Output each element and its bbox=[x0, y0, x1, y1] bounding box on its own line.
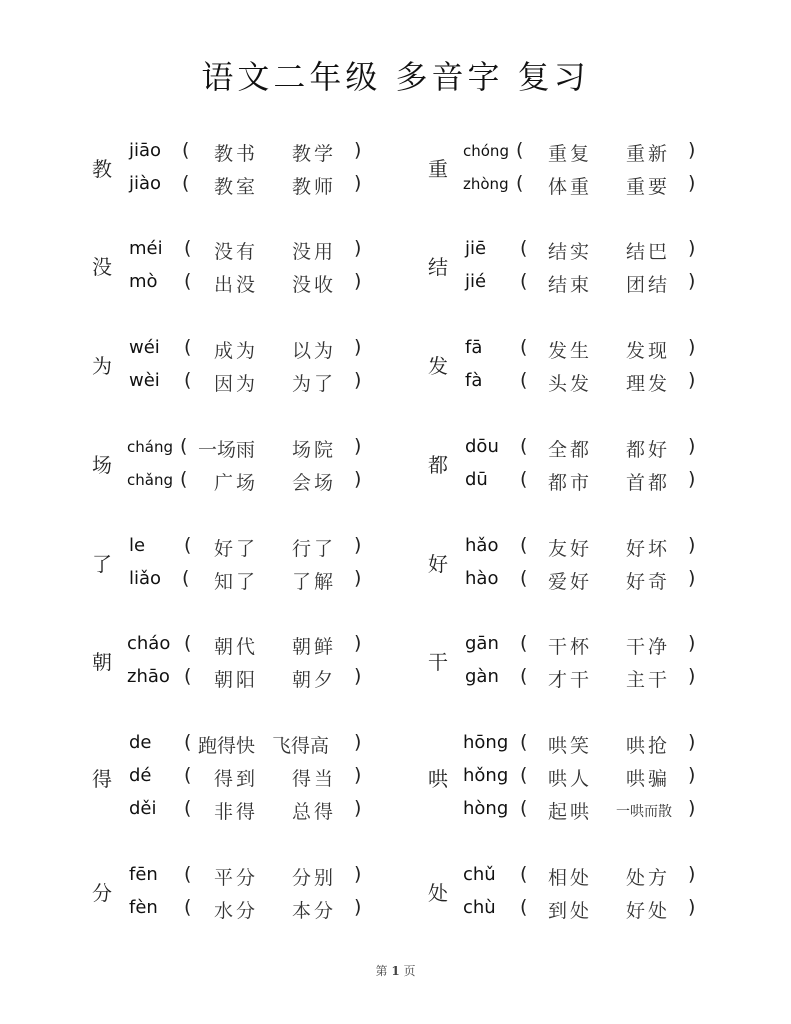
entry-char: 场 bbox=[92, 453, 112, 477]
example-word: 哄笑 bbox=[548, 735, 593, 757]
close-paren: ) bbox=[688, 863, 696, 885]
example-word: 团结 bbox=[626, 274, 671, 296]
entry-char: 教 bbox=[92, 157, 112, 181]
pinyin: děi bbox=[129, 798, 157, 819]
open-paren: ( bbox=[184, 896, 192, 918]
open-paren: ( bbox=[520, 468, 528, 490]
example-word: 重复 bbox=[548, 143, 593, 165]
entry-jiao bbox=[92, 136, 382, 202]
pinyin: hào bbox=[465, 568, 499, 589]
example-word: 理发 bbox=[626, 373, 671, 395]
example-word: 水分 bbox=[214, 900, 259, 922]
pinyin: hòng bbox=[463, 798, 509, 819]
pinyin: de bbox=[129, 732, 152, 753]
entry-char: 没 bbox=[92, 255, 112, 279]
close-paren: ) bbox=[688, 468, 696, 490]
close-paren: ) bbox=[688, 172, 696, 194]
example-word: 场院 bbox=[292, 439, 337, 461]
close-paren: ) bbox=[688, 665, 696, 687]
pinyin: jiào bbox=[129, 173, 162, 194]
open-paren: ( bbox=[184, 534, 192, 556]
entry-jie bbox=[428, 234, 718, 300]
pinyin: cháo bbox=[127, 633, 171, 654]
open-paren: ( bbox=[516, 172, 524, 194]
close-paren: ) bbox=[688, 435, 696, 457]
example-word: 得当 bbox=[292, 768, 337, 790]
open-paren: ( bbox=[520, 270, 528, 292]
example-word: 好奇 bbox=[626, 571, 671, 593]
example-word: 会场 bbox=[292, 472, 337, 494]
pinyin: gàn bbox=[465, 666, 499, 687]
open-paren: ( bbox=[520, 336, 528, 358]
page-title: 语文二年级 多音字 复习 bbox=[201, 58, 590, 96]
entry-char: 好 bbox=[428, 552, 448, 576]
open-paren: ( bbox=[184, 863, 192, 885]
example-word: 起哄 bbox=[548, 801, 593, 823]
open-paren: ( bbox=[520, 731, 528, 753]
close-paren: ) bbox=[354, 435, 362, 457]
example-word: 飞得高 bbox=[272, 735, 330, 757]
pinyin: liǎo bbox=[129, 568, 162, 589]
pinyin: le bbox=[129, 535, 146, 556]
entry-char: 处 bbox=[428, 881, 448, 905]
entry-char: 得 bbox=[92, 767, 112, 791]
entry-char: 为 bbox=[92, 354, 112, 378]
example-word: 教师 bbox=[292, 176, 337, 198]
close-paren: ) bbox=[354, 237, 362, 259]
open-paren: ( bbox=[520, 863, 528, 885]
example-word: 干杯 bbox=[548, 636, 593, 658]
example-word: 相处 bbox=[548, 867, 593, 889]
example-word: 都市 bbox=[548, 472, 593, 494]
open-paren: ( bbox=[182, 567, 190, 589]
pinyin: fā bbox=[465, 337, 483, 358]
pinyin: chǔ bbox=[463, 864, 496, 885]
pinyin: fēn bbox=[129, 864, 158, 885]
open-paren: ( bbox=[184, 336, 192, 358]
pinyin: zhòng bbox=[463, 175, 509, 193]
example-word: 好处 bbox=[626, 900, 671, 922]
example-word: 一哄而散 bbox=[616, 804, 672, 820]
entry-char: 结 bbox=[428, 255, 448, 279]
close-paren: ) bbox=[688, 567, 696, 589]
entry-char: 都 bbox=[428, 453, 448, 477]
example-word: 体重 bbox=[548, 176, 593, 198]
close-paren: ) bbox=[354, 567, 362, 589]
page-prefix: 第 bbox=[375, 964, 388, 978]
close-paren: ) bbox=[354, 731, 362, 753]
open-paren: ( bbox=[184, 764, 192, 786]
close-paren: ) bbox=[354, 534, 362, 556]
example-word: 友好 bbox=[548, 538, 593, 560]
example-word: 没用 bbox=[292, 241, 337, 263]
close-paren: ) bbox=[354, 139, 362, 161]
example-word: 教书 bbox=[214, 143, 259, 165]
entry-char: 了 bbox=[92, 552, 112, 576]
pinyin: gān bbox=[465, 633, 499, 654]
open-paren: ( bbox=[184, 270, 192, 292]
pinyin: wèi bbox=[129, 370, 160, 391]
example-word: 全都 bbox=[548, 439, 593, 461]
example-word: 结实 bbox=[548, 241, 593, 263]
example-word: 朝代 bbox=[214, 636, 259, 658]
example-word: 好了 bbox=[214, 538, 259, 560]
entry-wei bbox=[92, 333, 382, 399]
close-paren: ) bbox=[354, 369, 362, 391]
close-paren: ) bbox=[688, 534, 696, 556]
pinyin: mò bbox=[129, 271, 158, 292]
example-word: 爱好 bbox=[548, 571, 593, 593]
example-word: 因为 bbox=[214, 373, 259, 395]
open-paren: ( bbox=[180, 468, 188, 490]
open-paren: ( bbox=[520, 369, 528, 391]
example-word: 以为 bbox=[292, 340, 337, 362]
pinyin: zhāo bbox=[127, 666, 170, 687]
open-paren: ( bbox=[520, 534, 528, 556]
pinyin: jié bbox=[465, 271, 487, 292]
close-paren: ) bbox=[688, 731, 696, 753]
close-paren: ) bbox=[354, 270, 362, 292]
entry-hong bbox=[428, 728, 718, 828]
close-paren: ) bbox=[688, 764, 696, 786]
pinyin: hōng bbox=[463, 732, 509, 753]
open-paren: ( bbox=[520, 237, 528, 259]
entry-char: 分 bbox=[92, 881, 112, 905]
example-word: 教学 bbox=[292, 143, 337, 165]
pinyin: chóng bbox=[463, 142, 509, 160]
pinyin: dū bbox=[465, 469, 488, 490]
entry-char: 朝 bbox=[92, 650, 112, 674]
pinyin: dé bbox=[129, 765, 152, 786]
pinyin: dōu bbox=[465, 436, 499, 457]
example-word: 了解 bbox=[292, 571, 337, 593]
close-paren: ) bbox=[688, 797, 696, 819]
open-paren: ( bbox=[516, 139, 524, 161]
example-word: 分别 bbox=[292, 867, 337, 889]
open-paren: ( bbox=[184, 665, 192, 687]
close-paren: ) bbox=[354, 468, 362, 490]
open-paren: ( bbox=[520, 632, 528, 654]
page-number bbox=[0, 962, 791, 979]
entry-chang bbox=[92, 432, 382, 498]
example-word: 总得 bbox=[292, 801, 337, 823]
close-paren: ) bbox=[354, 797, 362, 819]
close-paren: ) bbox=[688, 632, 696, 654]
example-word: 教室 bbox=[214, 176, 259, 198]
example-word: 都好 bbox=[626, 439, 671, 461]
example-word: 干净 bbox=[626, 636, 671, 658]
entry-char: 哄 bbox=[428, 767, 448, 791]
example-word: 结巴 bbox=[626, 241, 671, 263]
open-paren: ( bbox=[184, 731, 192, 753]
close-paren: ) bbox=[688, 336, 696, 358]
example-word: 首都 bbox=[626, 472, 671, 494]
entry-char: 发 bbox=[428, 354, 448, 378]
example-word: 朝阳 bbox=[214, 669, 259, 691]
entry-gan bbox=[428, 629, 718, 695]
open-paren: ( bbox=[182, 172, 190, 194]
example-word: 重新 bbox=[626, 143, 671, 165]
example-word: 到处 bbox=[548, 900, 593, 922]
pinyin: wéi bbox=[129, 337, 160, 358]
entry-char: 干 bbox=[428, 650, 448, 674]
open-paren: ( bbox=[520, 435, 528, 457]
example-word: 知了 bbox=[214, 571, 259, 593]
example-word: 成为 bbox=[214, 340, 259, 362]
close-paren: ) bbox=[354, 665, 362, 687]
open-paren: ( bbox=[520, 896, 528, 918]
example-word: 好坏 bbox=[626, 538, 671, 560]
close-paren: ) bbox=[354, 764, 362, 786]
example-word: 发生 bbox=[548, 340, 593, 362]
pinyin: chù bbox=[463, 897, 496, 918]
close-paren: ) bbox=[688, 369, 696, 391]
open-paren: ( bbox=[184, 797, 192, 819]
entry-chu bbox=[428, 860, 718, 926]
open-paren: ( bbox=[182, 139, 190, 161]
pinyin: jiē bbox=[465, 238, 487, 259]
pinyin: fèn bbox=[129, 897, 158, 918]
example-word: 发现 bbox=[626, 340, 671, 362]
example-word: 没收 bbox=[292, 274, 337, 296]
close-paren: ) bbox=[354, 336, 362, 358]
entry-de bbox=[92, 728, 382, 828]
example-word: 为了 bbox=[292, 373, 337, 395]
open-paren: ( bbox=[184, 237, 192, 259]
entry-char: 重 bbox=[428, 157, 448, 181]
example-word: 重要 bbox=[626, 176, 671, 198]
open-paren: ( bbox=[520, 764, 528, 786]
close-paren: ) bbox=[688, 896, 696, 918]
example-word: 才干 bbox=[548, 669, 593, 691]
pinyin: jiāo bbox=[129, 140, 162, 161]
close-paren: ) bbox=[354, 863, 362, 885]
example-word: 哄人 bbox=[548, 768, 593, 790]
pinyin: chǎng bbox=[127, 471, 173, 489]
example-word: 哄骗 bbox=[626, 768, 671, 790]
open-paren: ( bbox=[180, 435, 188, 457]
example-word: 头发 bbox=[548, 373, 593, 395]
close-paren: ) bbox=[688, 237, 696, 259]
example-word: 出没 bbox=[214, 274, 259, 296]
open-paren: ( bbox=[184, 369, 192, 391]
example-word: 哄抢 bbox=[626, 735, 671, 757]
entry-chao bbox=[92, 629, 382, 695]
entry-dou bbox=[428, 432, 718, 498]
example-word: 平分 bbox=[214, 867, 259, 889]
example-word: 朝夕 bbox=[292, 669, 337, 691]
example-word: 没有 bbox=[214, 241, 259, 263]
close-paren: ) bbox=[354, 632, 362, 654]
open-paren: ( bbox=[184, 632, 192, 654]
close-paren: ) bbox=[688, 139, 696, 161]
example-word: 处方 bbox=[626, 867, 671, 889]
example-word: 非得 bbox=[214, 801, 259, 823]
pinyin: cháng bbox=[127, 438, 173, 456]
example-word: 广场 bbox=[214, 472, 259, 494]
example-word: 得到 bbox=[214, 768, 259, 790]
example-word: 本分 bbox=[292, 900, 337, 922]
pinyin: hǒng bbox=[463, 765, 509, 786]
page-number-value: 1 bbox=[391, 964, 400, 978]
example-word: 结束 bbox=[548, 274, 593, 296]
entry-le bbox=[92, 531, 382, 597]
page-suffix: 页 bbox=[403, 964, 416, 978]
example-word: 跑得快 bbox=[198, 735, 256, 757]
entry-hao bbox=[428, 531, 718, 597]
close-paren: ) bbox=[354, 896, 362, 918]
example-word: 一场雨 bbox=[198, 439, 256, 461]
entry-fen bbox=[92, 860, 382, 926]
open-paren: ( bbox=[520, 567, 528, 589]
open-paren: ( bbox=[520, 797, 528, 819]
example-word: 朝鲜 bbox=[292, 636, 337, 658]
close-paren: ) bbox=[688, 270, 696, 292]
example-word: 行了 bbox=[292, 538, 337, 560]
pinyin: hǎo bbox=[465, 535, 499, 556]
close-paren: ) bbox=[354, 172, 362, 194]
pinyin: fà bbox=[465, 370, 483, 391]
open-paren: ( bbox=[520, 665, 528, 687]
entry-fa bbox=[428, 333, 718, 399]
entry-mei bbox=[92, 234, 382, 300]
example-word: 主干 bbox=[626, 669, 671, 691]
pinyin: méi bbox=[129, 238, 163, 259]
entry-zhong bbox=[428, 136, 718, 202]
